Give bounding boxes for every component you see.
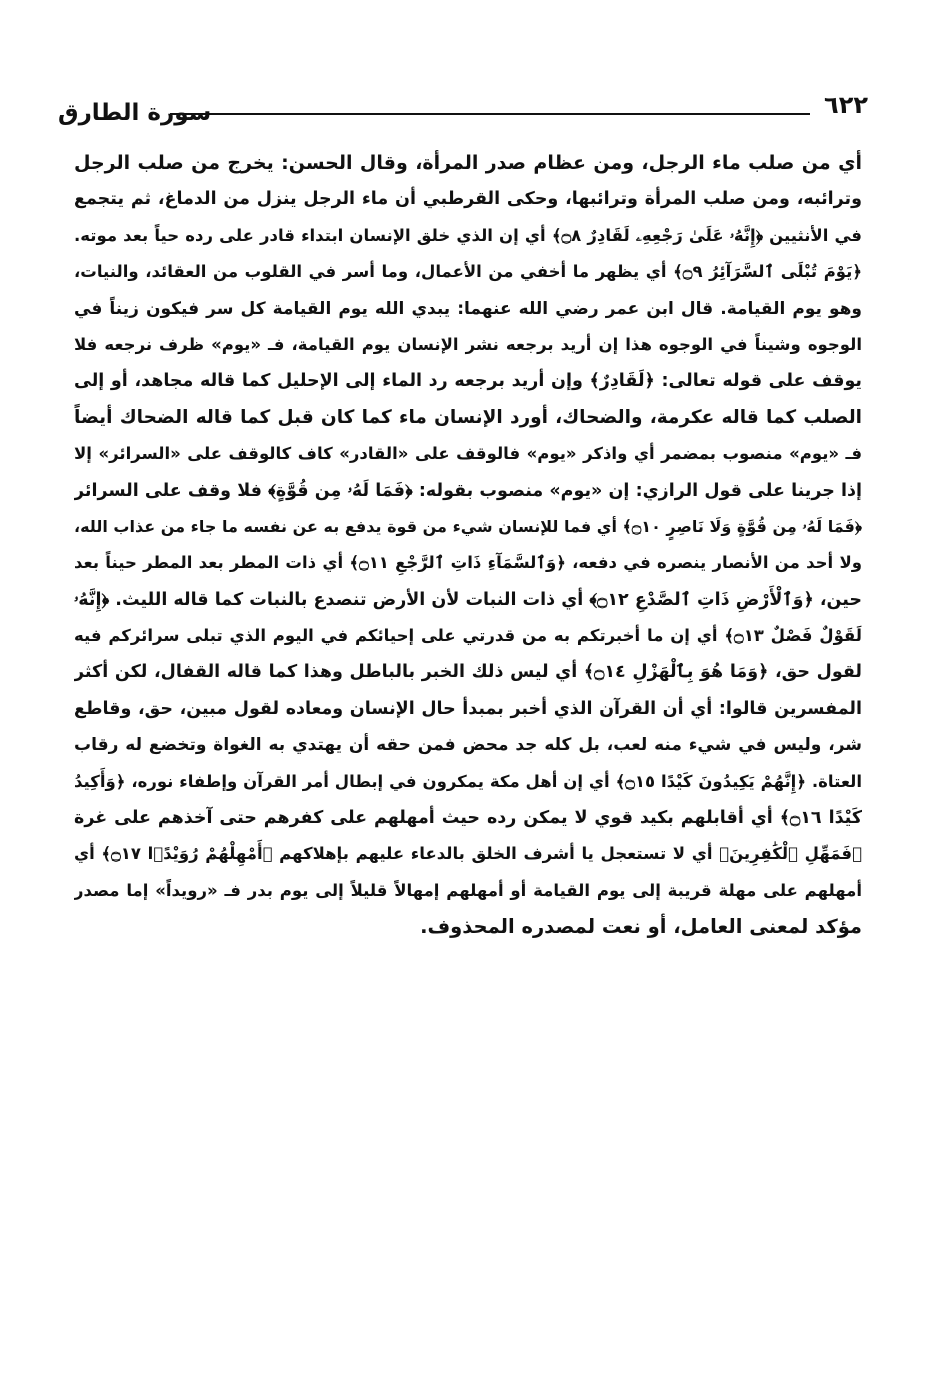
text-line: ﴿فَمَهِّلِ ٱلْكَٰفِرِينَ﴾ أي لا تستعجل يا أشرف الخلق بالدعاء عليهم بإهلاكهم ﴿أَمْهِلْهُمْ رُوَيْدًۢا ۝١٧﴾ أي	[74, 844, 862, 864]
text-line: إذا جرينا على قول الرازي: إن «يوم» منصوب بقوله: ﴿فَمَا لَهُۥ مِن قُوَّةٍ﴾ فلا وقف على السرائر	[74, 480, 862, 501]
text-line: الصلب كما قاله عكرمة، والضحاك، أورد الإنسان ماء كما كان قبل كما قاله الضحاك أيضاً	[74, 406, 862, 428]
text-line: لقول حق، ﴿وَمَا هُوَ بِٱلْهَزْلِ ۝١٤﴾ أي ليس ذلك الخبر بالباطل وهذا كما قاله القفال، لكن أكثر	[74, 662, 862, 683]
header-rule	[170, 113, 810, 115]
surah-title: سورة الطارق	[58, 100, 212, 126]
text-line: مؤكد لمعنى العامل، أو نعت لمصدره المحذوف.	[420, 915, 862, 939]
text-line: كَيْدًا ۝١٦﴾ أي أقابلهم بكيد قوي لا يمكن رده حيث أمهلهم على كفرهم حتى آخذهم على غرة	[74, 808, 862, 829]
text-line: ولا أحد من الأنصار ينصره في دفعه، ﴿وَٱلسَّمَآءِ ذَاتِ ٱلرَّجْعِ ۝١١﴾ أي ذات المطر بعد المطر حيناً بعد	[74, 553, 862, 573]
text-line: ﴿يَوْمَ تُبْلَى ٱلسَّرَآئِرُ ۝٩﴾ أي يظهر ما أخفي من الأعمال، وما أسر في القلوب من العقائد، والنيات،	[74, 262, 862, 282]
text-line: وترائبه، ومن صلب المرأة وترائبها، وحكى القرطبي أن ماء الرجل ينزل من الدماغ، ثم يتجمع	[74, 189, 862, 210]
text-line: لَقَوْلٌ فَصْلٌ ۝١٣﴾ أي إن ما أخبرتكم به من قدرتي على إحيائكم في اليوم الذي تبلى سرائركم فيه	[74, 626, 862, 646]
text-line: أي من صلب ماء الرجل، ومن عظام صدر المرأة، وقال الحسن: يخرج من صلب الرجل	[74, 152, 862, 174]
page-number: ٦٢٢	[824, 91, 868, 119]
text-line: أمهلهم على مهلة قريبة إلى يوم القيامة أو أمهلهم إمهالاً قليلاً إلى يوم بدر فـ «رويداً» إما مصدر	[74, 880, 862, 900]
text-line: شر، وليس في شيء منه لعب، بل كله جد محض فمن حقه أن يهتدي به الغواة وتخضع له رقاب	[74, 735, 862, 756]
running-header	[58, 90, 868, 130]
text-line: يوقف على قوله تعالى: ﴿لَقَادِرٌ﴾ وإن أريد برجعه رد الماء إلى الإحليل كما قاله مجاهد، أو إلى	[74, 371, 862, 392]
text-line: ﴿فَمَا لَهُۥ مِن قُوَّةٍ وَلَا نَاصِرٍ ۝١٠﴾ أي فما للإنسان شيء من قوة يدفع به عن نفسه ما جاء من عذاب الله،	[74, 516, 862, 536]
text-line: العتاة. ﴿إِنَّهُمْ يَكِيدُونَ كَيْدًا ۝١٥﴾ أي إن أهل مكة يمكرون في إبطال أمر القرآن وإطفاء نوره، ﴿وَأَكِيدُ	[74, 771, 862, 791]
text-line: المفسرين قالوا: أي أن القرآن الذي أخبر بمبدأ حال الإنسان ومعاده لقول مبين، حق، وقاطع	[74, 698, 862, 719]
text-line: فـ «يوم» منصوب بمضمر أي واذكر «يوم» فالوقف على «القادر» كاف كالوقف على «السرائر» إلا	[74, 444, 862, 464]
text-line: في الأنثيين ﴿إِنَّهُۥ عَلَىٰ رَجْعِهِۦ لَقَادِرٌ ۝٨﴾ أي إن الذي خلق الإنسان ابتداء قادر على رده حياً بعد موته.	[74, 225, 862, 245]
text-line: حين، ﴿وَٱلْأَرْضِ ذَاتِ ٱلصَّدْعِ ۝١٢﴾ أي ذات النبات لأن الأرض تنصدع بالنبات كما قاله الليث. ﴿إِنَّهُۥ	[74, 589, 862, 610]
text-line: وهو يوم القيامة. قال ابن عمر رضي الله عنهما: يبدي الله يوم القيامة كل سر فيكون زيناً في	[74, 298, 862, 319]
commentary-text	[74, 145, 862, 946]
text-line: الوجوه وشيناً في الوجوه هذا إن أريد برجعه نشر الإنسان يوم القيامة، فـ «يوم» ظرف نرجعه فلا	[74, 334, 862, 354]
